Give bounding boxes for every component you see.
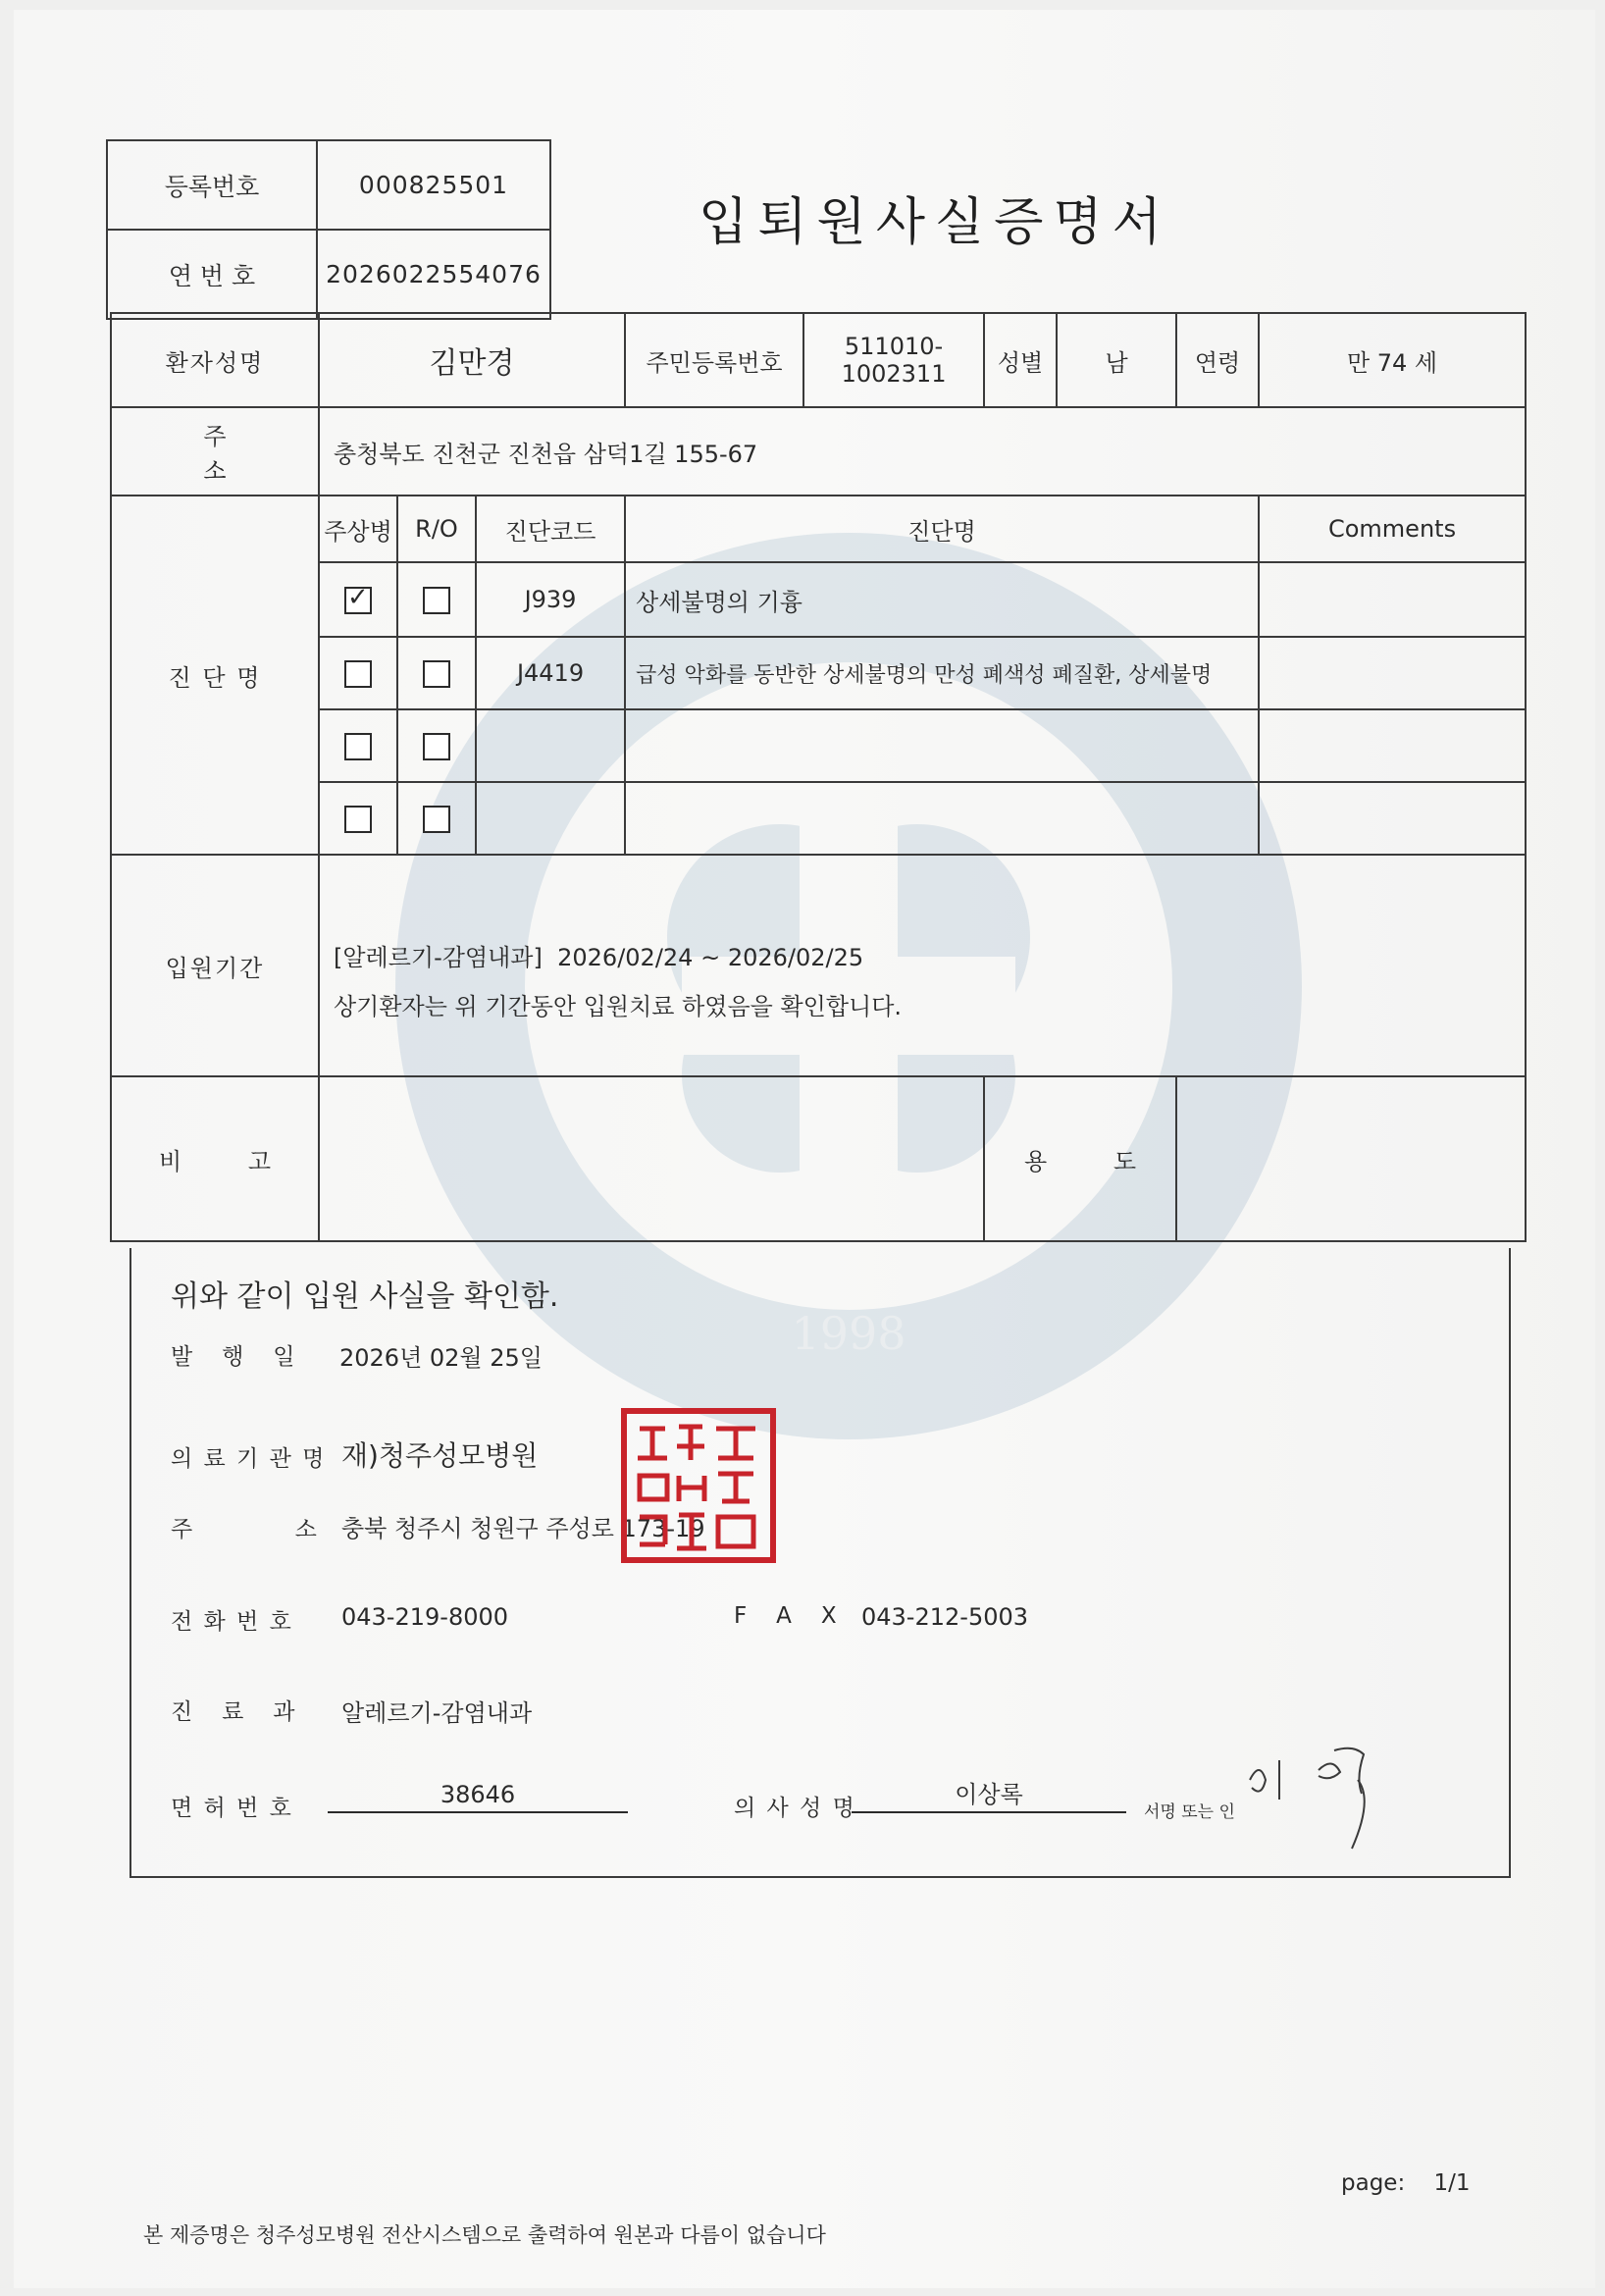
sex-label: 성별 [984, 313, 1057, 407]
admission-period-value: 2026/02/24 ~ 2026/02/25 [557, 944, 864, 971]
table-row [111, 562, 1526, 637]
remarks-label: 비 고 [111, 1076, 319, 1241]
institution-label: 의 료 기 관 명 [171, 1446, 327, 1472]
institution-value: 재)청주성모병원 [341, 1439, 539, 1472]
dx-comment [1259, 562, 1526, 637]
age-value: 만 74 세 [1259, 313, 1526, 407]
age-label: 연령 [1176, 313, 1259, 407]
doctor-name-label: 의 사 성 명 [734, 1796, 856, 1821]
department-label: 진 료 과 [171, 1699, 297, 1725]
patient-name-label: 환자성명 [111, 313, 319, 407]
license-value: 38646 [328, 1778, 628, 1813]
dx-comment [1259, 637, 1526, 709]
issue-date-value: 2026년 02월 25일 [339, 1344, 543, 1372]
issuance-section [129, 1248, 1511, 1878]
doctor-name-value: 이상록 [852, 1778, 1126, 1813]
ro-checkbox[interactable] [423, 733, 450, 760]
check-mark-icon: ✓ [347, 582, 369, 612]
reg-no-value: 000825501 [317, 140, 550, 230]
purpose-value [1176, 1076, 1526, 1241]
purpose-label: 용 도 [984, 1076, 1176, 1241]
address-label: 주 소 [111, 407, 319, 496]
admission-dept: [알레르기-감염내과] [334, 944, 543, 971]
dx-code [476, 709, 625, 782]
main-dx-checkbox[interactable] [344, 660, 372, 688]
fax-label: F A X [734, 1603, 839, 1629]
sex-value: 남 [1057, 313, 1176, 407]
dx-comment [1259, 782, 1526, 855]
institution-address-label: 주 소 [171, 1517, 319, 1542]
dx-name [625, 782, 1259, 855]
license-label: 면 허 번 호 [171, 1796, 293, 1821]
dx-code: J4419 [476, 637, 625, 709]
table-row [111, 709, 1526, 782]
remarks-value [319, 1076, 984, 1241]
serial-label: 연 번 호 [107, 230, 317, 319]
serial-value: 2026022554076 [317, 230, 550, 319]
main-dx-checkbox[interactable] [344, 582, 372, 614]
confirmation-statement: 위와 같이 입원 사실을 확인함. [171, 1279, 559, 1314]
dx-code: J939 [476, 562, 625, 637]
registration-table [106, 139, 551, 320]
page-label: page: [1341, 2170, 1406, 2196]
phone-label: 전 화 번 호 [171, 1609, 293, 1635]
ro-header: R/O [397, 496, 476, 562]
issue-date-label: 발 행 일 [171, 1344, 297, 1370]
comments-header: Comments [1259, 496, 1526, 562]
dx-name [625, 709, 1259, 782]
dx-name-header: 진단명 [625, 496, 1259, 562]
rrn-label: 주민등록번호 [625, 313, 803, 407]
admission-note: 상기환자는 위 기간동안 입원치료 하였음을 확인합니다. [334, 993, 903, 1020]
table-row [111, 782, 1526, 855]
footer-note: 본 제증명은 청주성모병원 전산시스템으로 출력하여 원본과 다름이 없습니다 [143, 2223, 826, 2247]
dx-name: 상세불명의 기흉 [625, 562, 1259, 637]
patient-name-value: 김만경 [319, 313, 625, 407]
document-title: 입퇴원사실증명서 [699, 193, 1171, 252]
page-indicator [1341, 2170, 1470, 2196]
patient-info-table [110, 312, 1527, 1242]
table-row [111, 637, 1526, 709]
diagnosis-label: 진 단 명 [111, 496, 319, 855]
admission-period-cell [319, 855, 1526, 1076]
doctor-signature [1240, 1741, 1417, 1858]
ro-checkbox[interactable] [423, 660, 450, 688]
dx-code [476, 782, 625, 855]
hospital-seal-stamp [620, 1407, 777, 1564]
rrn-value: 511010-1002311 [803, 313, 984, 407]
dx-comment [1259, 709, 1526, 782]
dx-name: 급성 악화를 동반한 상세불명의 만성 폐색성 폐질환, 상세불명 [625, 637, 1259, 709]
admission-period-label: 입원기간 [111, 855, 319, 1076]
signature-label: 서명 또는 인 [1144, 1802, 1235, 1822]
address-value: 충청북도 진천군 진천읍 삼덕1길 155-67 [319, 407, 1526, 496]
main-dx-checkbox[interactable] [344, 806, 372, 833]
fax-value: 043-212-5003 [861, 1603, 1029, 1631]
dx-code-header: 진단코드 [476, 496, 625, 562]
department-value: 알레르기-감염내과 [341, 1699, 533, 1727]
reg-no-label: 등록번호 [107, 140, 317, 230]
main-dx-header: 주상병 [319, 496, 397, 562]
ro-checkbox[interactable] [423, 806, 450, 833]
page-value: 1/1 [1433, 2170, 1471, 2196]
institution-address-value: 충북 청주시 청원구 주성로 173-19 [341, 1515, 705, 1542]
main-dx-checkbox[interactable] [344, 733, 372, 760]
ro-checkbox[interactable] [423, 587, 450, 614]
phone-value: 043-219-8000 [341, 1603, 509, 1631]
